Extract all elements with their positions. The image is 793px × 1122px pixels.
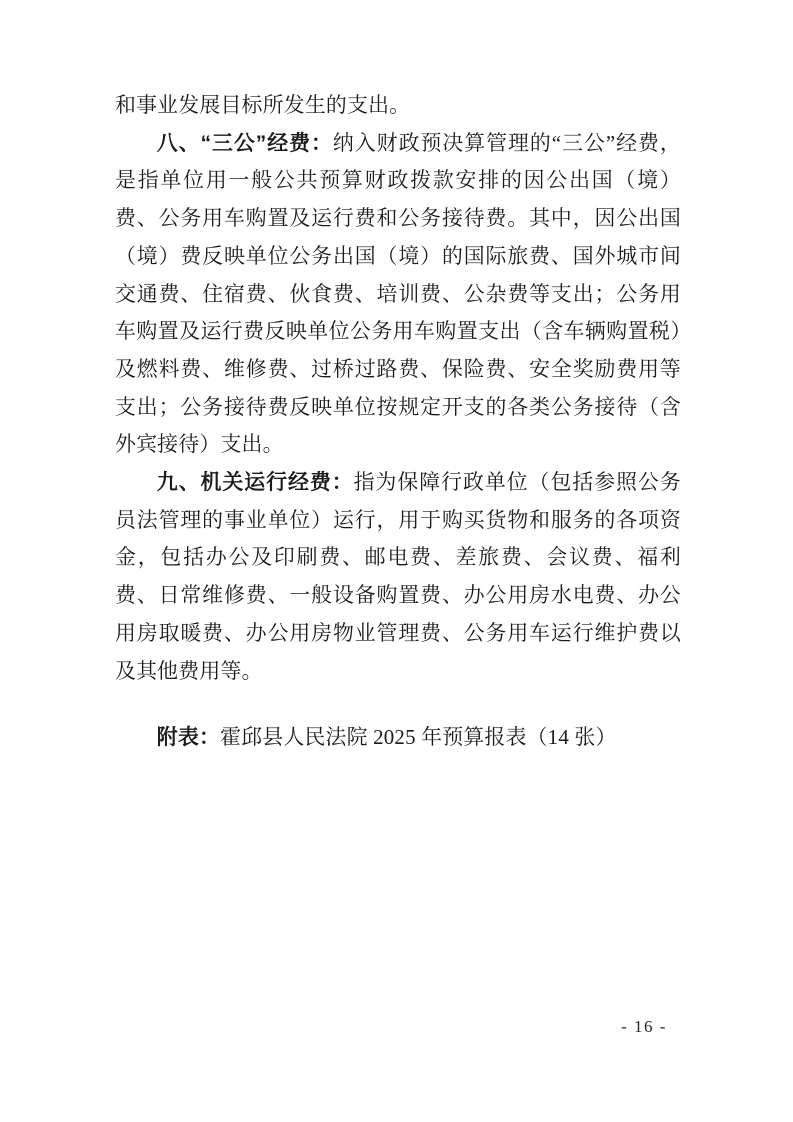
paragraph-section-eight bbox=[115, 125, 681, 464]
paragraph-attachment-note bbox=[115, 719, 681, 757]
section-eight-text: 纳入财政预决算管理的“三公”经费，是指单位用一般公共预算财政拨款安排的因公出国（境）费、公务用车购置及运行费和公务接待费。其中，因公出国（境）费反映单位公务出国（境）的国际旅费、国外城市间交通费、住宿费、伙食费、培训费、公杂费等支出；公务用车购置及运行费反映单位公务用车购置支出（含车辆购置税）及燃料费、维修费、过桥过路费、保险费、安全奖励费用等支出；公务接待费反映单位按规定开支的各类公务接待（含外宾接待）支出。 bbox=[115, 130, 681, 457]
paragraph-section-nine bbox=[115, 464, 681, 690]
section-nine-heading: 九、机关运行经费： bbox=[156, 471, 354, 495]
paragraph-continuation-text: 和事业发展目标所发生的支出。 bbox=[115, 93, 411, 117]
paragraph-continuation bbox=[115, 87, 681, 125]
attachment-note-heading: 附表： bbox=[156, 726, 221, 750]
section-eight-heading: 八、“三公”经费： bbox=[156, 131, 333, 155]
attachment-note-text: 霍邱县人民法院 2025 年预算报表（14 张） bbox=[220, 725, 617, 750]
page-number: - 16 - bbox=[621, 1017, 667, 1036]
document-body bbox=[115, 87, 681, 757]
section-nine-text: 指为保障行政单位（包括参照公务员法管理的事业单位）运行，用于购买货物和服务的各项资金，包括办公及印刷费、邮电费、差旅费、会议费、福利费、日常维修费、一般设备购置费、办公用房水电费、办公用房取暖费、办公用房物业管理费、公务用车运行维护费以及其他费用等。 bbox=[115, 470, 681, 683]
